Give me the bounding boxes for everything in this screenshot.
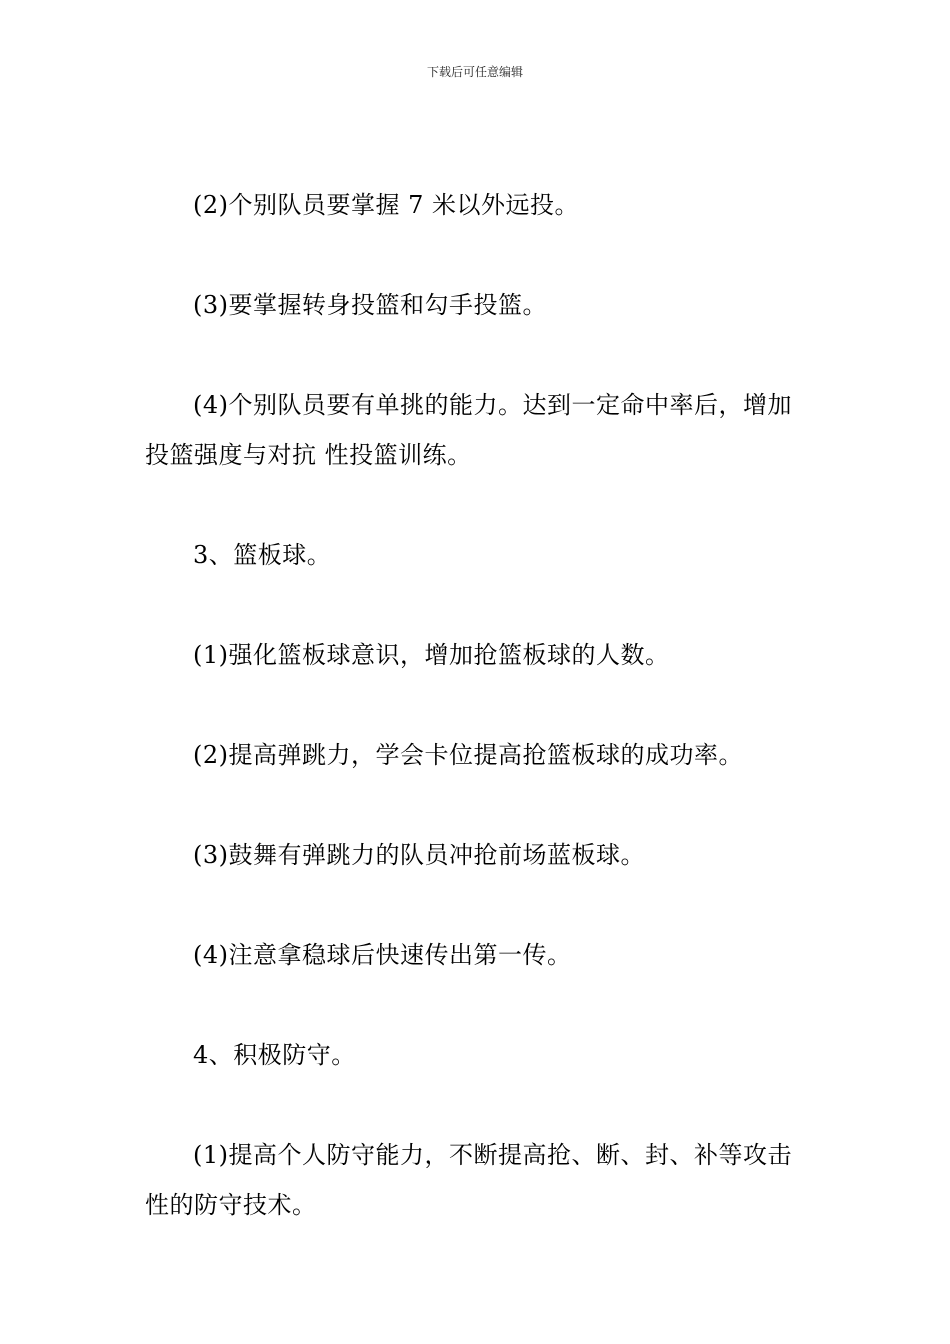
paragraph-turnaround-hook: (3)要掌握转身投篮和勾手投篮。 [193,291,547,319]
paragraph-first-pass: (4)注意拿稳球后快速传出第一传。 [193,941,572,969]
paragraph-rebound-awareness: (1)强化篮板球意识，增加抢篮板球的人数。 [193,641,670,669]
document-body [145,180,810,1230]
paragraph-one-on-one: (4)个别队员要有单挑的能力。达到一定命中率后，增加投篮强度与对抗 性投篮训练。 [145,391,792,469]
page-header: 下载后可任意编辑 [426,65,523,79]
section-heading-defense: 4、积极防守。 [193,1041,356,1069]
paragraph-individual-defense: (1)提高个人防守能力，不断提高抢、断、封、补等攻击性的防守技术。 [145,1141,792,1219]
paragraph-jumping-boxout: (2)提高弹跳力，学会卡位提高抢篮板球的成功率。 [193,741,743,769]
paragraph-offensive-rebound: (3)鼓舞有弹跳力的队员冲抢前场蓝板球。 [193,841,645,869]
paragraph-shooting-7m: (2)个别队员要掌握 7 米以外远投。 [193,191,580,219]
section-heading-rebounding: 3、篮板球。 [193,541,332,569]
